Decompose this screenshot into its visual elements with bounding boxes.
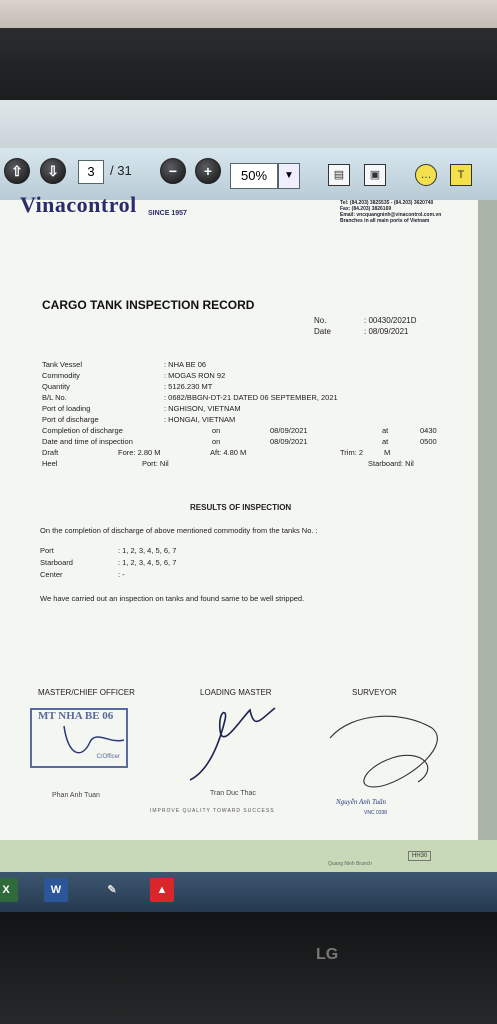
page-number-input[interactable]: 3 — [78, 160, 104, 184]
since-text: SINCE 1957 — [148, 210, 187, 217]
field-label: Port of discharge — [42, 415, 99, 424]
comment-icon[interactable]: … — [415, 164, 437, 186]
heel-label: Heel — [42, 459, 58, 468]
completion-on: on — [212, 426, 221, 435]
completion-time: 0430 — [420, 426, 437, 435]
fit-page-icon[interactable]: ▣ — [364, 164, 386, 186]
field-label: Quantity — [42, 382, 70, 391]
heel-port: Port: Nil — [142, 459, 169, 468]
document-shadow — [478, 200, 497, 840]
surveyor-signature — [322, 708, 452, 798]
field-value: : NHA BE 06 — [164, 360, 207, 369]
surveyor-code: VNC 0338 — [364, 810, 388, 816]
heel-starboard: Starboard: Nil — [368, 459, 414, 468]
fit-width-icon[interactable]: ▤ — [328, 164, 350, 186]
date-value: : 08/09/2021 — [364, 327, 409, 336]
document-title: CARGO TANK INSPECTION RECORD — [42, 298, 255, 312]
field-value: : MOGAS RON 92 — [164, 371, 226, 380]
stamp-title: MT NHA BE 06 — [38, 710, 114, 722]
field-value: : 5126.230 MT — [164, 382, 213, 391]
loading-master-name: Tran Duc Thac — [210, 790, 256, 797]
master-signature — [60, 722, 130, 762]
results-title: RESULTS OF INSPECTION — [190, 503, 292, 512]
monitor-bezel-top — [0, 28, 497, 108]
master-name: Phan Anh Tuan — [52, 792, 100, 799]
loading-master-signature — [180, 700, 290, 790]
pdf-reader-taskbar-icon[interactable]: ▲ — [150, 878, 174, 902]
date-label: Date — [314, 327, 331, 336]
draft-unit: M — [384, 448, 391, 457]
branch-text: Quang Ninh Branch — [328, 861, 372, 867]
no-label: No. — [314, 316, 327, 325]
inspection-time: 0500 — [420, 437, 437, 446]
word-taskbar-icon[interactable]: W — [44, 878, 68, 902]
zoom-dropdown[interactable]: ▼ — [278, 163, 300, 189]
explorer-taskbar-icon[interactable]: ✎ — [107, 884, 117, 896]
draft-trim: Trim: 2 — [340, 448, 364, 457]
master-label: MASTER/CHIEF OFFICER — [38, 688, 135, 697]
inspection-on: on — [212, 437, 221, 446]
draft-aft: Aft: 4.80 M — [210, 448, 247, 457]
zoom-input[interactable]: 50% — [230, 163, 278, 189]
stamp-subtitle: C/Officer — [96, 754, 120, 760]
draft-label: Draft — [42, 448, 59, 457]
field-value: : NGHISON, VIETNAM — [164, 404, 241, 413]
monitor-bezel-bottom — [0, 912, 497, 1024]
surveyor-name: Nguyễn Anh Tuấn — [336, 798, 387, 806]
monitor-brand-logo: LG — [316, 946, 339, 963]
field-value: : 0682/BBGN-DT-21 DATED 06 SEPTEMBER, 2021 — [164, 393, 338, 402]
previous-page-button[interactable]: ⇧ — [4, 158, 30, 184]
inspection-date: 08/09/2021 — [270, 437, 308, 446]
excel-taskbar-icon[interactable]: X — [0, 878, 18, 902]
page-total: / 31 — [110, 163, 132, 178]
results-intro: On the completion of discharge of above mentioned commodity from the tanks No. : — [40, 526, 318, 535]
draft-fore: Fore: 2.80 M — [118, 448, 161, 457]
field-label: B/L No. — [42, 393, 67, 402]
completion-label: Completion of discharge — [42, 426, 123, 435]
window-chrome — [0, 100, 497, 150]
field-label: Port of loading — [42, 404, 91, 413]
typewriter-icon[interactable]: T — [450, 164, 472, 186]
slogan: IMPROVE QUALITY TOWARD SUCCESS — [150, 808, 275, 814]
center-tanks: : - — [118, 570, 125, 579]
taskbar — [0, 872, 497, 912]
starboard-tanks: : 1, 2, 3, 4, 5, 6, 7 — [118, 558, 177, 567]
surveyor-label: SURVEYOR — [352, 688, 397, 697]
no-value: : 00430/2021D — [364, 316, 417, 325]
conclusion-text: We have carried out an inspection on tanks and found same to be well stripped. — [40, 594, 305, 603]
zoom-out-button[interactable]: − — [160, 158, 186, 184]
port-label: Port — [40, 546, 54, 555]
field-label: Tank Vessel — [42, 360, 83, 369]
completion-at: at — [382, 426, 389, 435]
port-tanks: : 1, 2, 3, 4, 5, 6, 7 — [118, 546, 177, 555]
zoom-in-button[interactable]: + — [195, 158, 221, 184]
center-label: Center — [40, 570, 63, 579]
loading-master-label: LOADING MASTER — [200, 688, 272, 697]
next-page-button[interactable]: ⇩ — [40, 158, 66, 184]
contact-info: Tel: (84.203) 3825535 - (84.203) 3620740 Fax: (84.203) 3826169 Email: vncquangninh@vinacontrol.com.vn Branches in all main ports of Vietnam — [340, 200, 442, 224]
inspection-label: Date and time of inspection — [42, 437, 133, 446]
field-label: Commodity — [42, 371, 80, 380]
field-value: : HONGAI, VIETNAM — [164, 415, 236, 424]
starboard-label: Starboard — [40, 558, 73, 567]
completion-date: 08/09/2021 — [270, 426, 308, 435]
inspection-at: at — [382, 437, 389, 446]
footer-code: HH30 — [408, 851, 431, 861]
company-logo: Vinacontrol — [20, 192, 137, 217]
